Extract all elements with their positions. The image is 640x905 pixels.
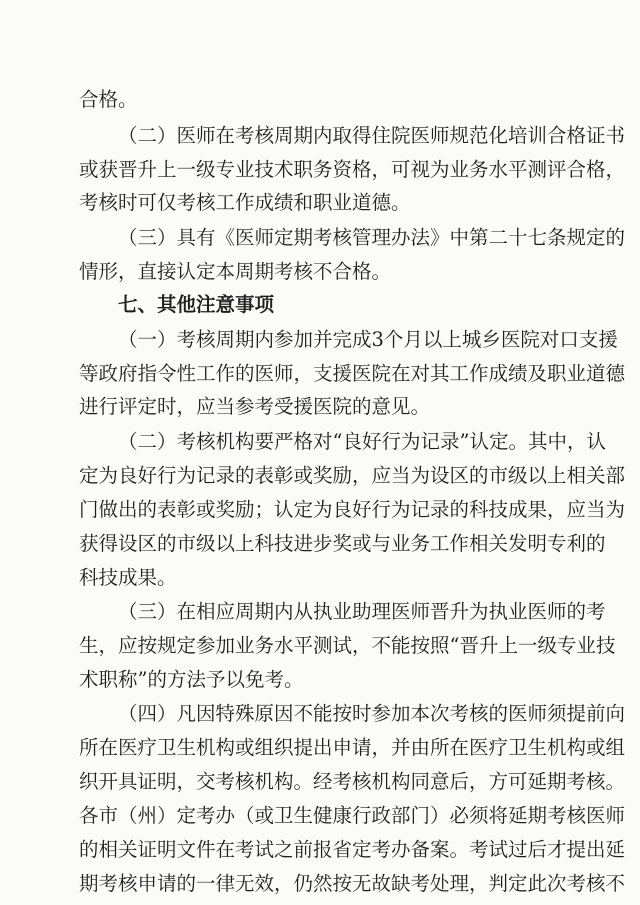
text-line: （三）在相应周期内从执业助理医师晋升为执业医师的考	[118, 600, 606, 623]
text-line: 各市（州）定考办（或卫生健康行政部门）必须将延期考核医师	[79, 804, 626, 827]
text-line: （四）凡因特殊原因不能按时参加本次考核的医师须提前向	[118, 702, 626, 725]
text-line: 情形，直接认定本周期考核不合格。	[79, 260, 392, 283]
text-line: 合格。	[79, 88, 138, 111]
text-line: 进行评定时，应当参考受援医院的意见。	[79, 395, 431, 418]
text-line: 生，应按规定参加业务水平测试，不能按照“晋升上一级专业技	[79, 634, 616, 657]
text-line: 考核时可仅考核工作成绩和职业道德。	[79, 191, 411, 214]
text-line: 门做出的表彰或奖励；认定为良好行为记录的科技成果，应当为	[79, 498, 626, 521]
text-line: 织开具证明，交考核机构。经考核机构同意后，方可延期考核。	[79, 770, 626, 793]
text-line: 或获晋升上一级专业技术职务资格，可视为业务水平测评合格，	[79, 158, 626, 181]
text-line: 等政府指令性工作的医师，支援医院在对其工作成绩及职业道德	[79, 362, 626, 385]
text-line: 定为良好行为记录的表彰或奖励，应当为设区的市级以上相关部	[79, 464, 626, 487]
text-line: （二）考核机构要严格对“良好行为记录”认定。其中，认	[118, 430, 606, 453]
text-line: 所在医疗卫生机构或组织提出申请，并由所在医疗卫生机构或组	[79, 736, 626, 759]
text-line: （二）医师在考核周期内取得住院医师规范化培训合格证书	[118, 124, 626, 147]
text-line: 期考核申请的一律无效，仍然按无故缺考处理，判定此次考核不	[79, 872, 626, 895]
text-line: （三）具有《医师定期考核管理办法》中第二十七条规定的	[118, 226, 626, 249]
text-line: 科技成果。	[79, 566, 177, 589]
text-line: （一）考核周期内参加并完成3个月以上城乡医院对口支援	[118, 328, 618, 351]
text-line: 的相关证明文件在考试之前报省定考办备案。考试过后才提出延	[79, 838, 626, 861]
text-line: 术职称”的方法予以免考。	[79, 668, 304, 691]
section-heading: 七、其他注意事项	[118, 293, 275, 316]
text-line: 获得设区的市级以上科技进步奖或与业务工作相关发明专利的	[79, 532, 606, 555]
